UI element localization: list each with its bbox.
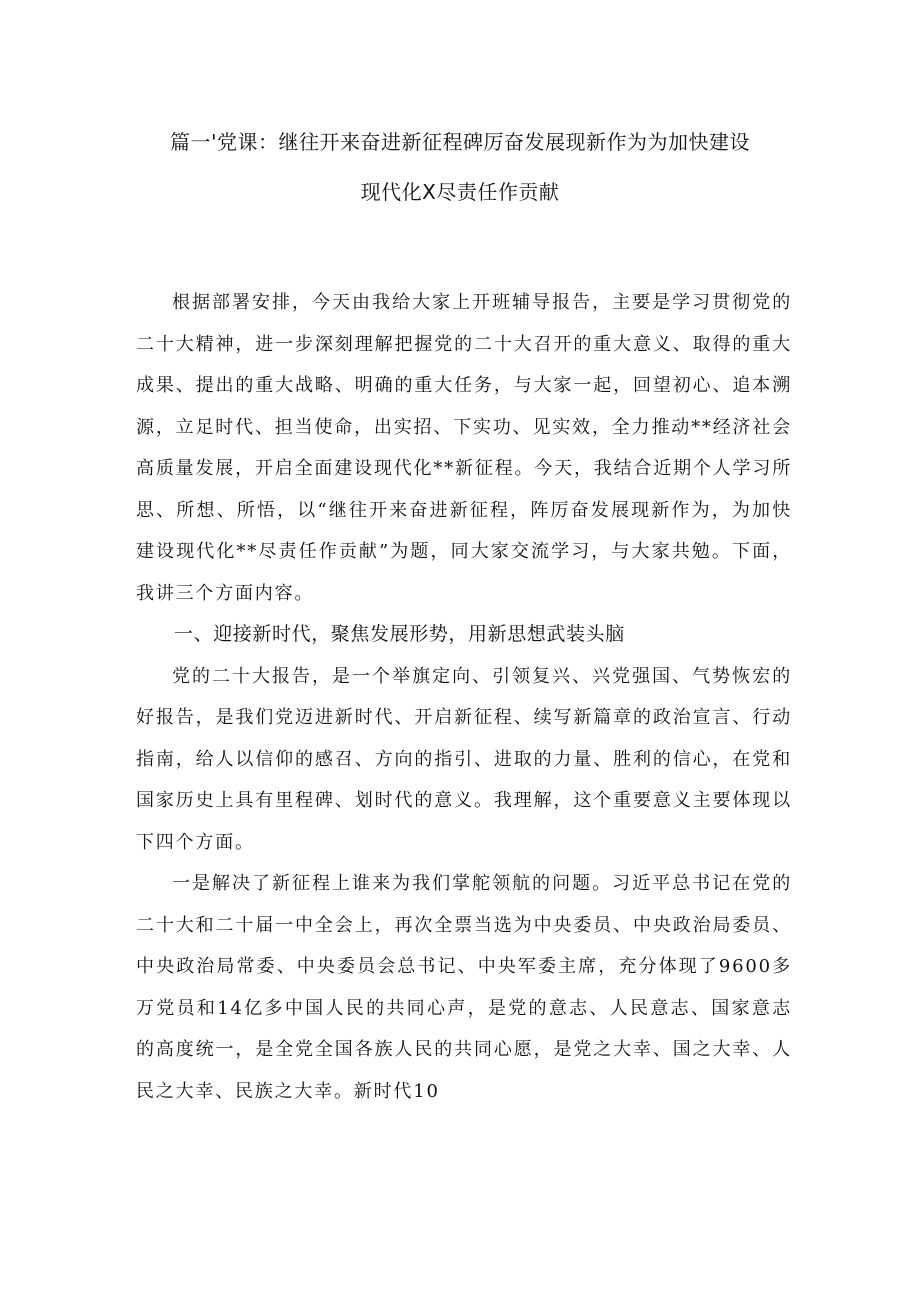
body-paragraph: 一是解决了新征程上谁来为我们掌舵领航的问题。习近平总书记在党的二十大和二十届一中全会上，再次全票当选为中央委员、中央政治局委员、中央政治局常委、中央委员会总书记、中央军委主席，充分体现了9600多万党员和14亿多中国人民的共同心声，是党的意志、人民意志、国家意志的高度统一，是全党全国各族人民的共同心愿，是党之大幸、国之大幸、人民之大幸、民族之大幸。新时代10	[136, 873, 792, 1102]
section-heading: 一、迎接新时代，聚焦发展形势，用新思想武装头脑	[174, 623, 625, 645]
intro-paragraph: 根据部署安排，今天由我给大家上开班辅导报告，主要是学习贯彻党的二十大精神，进一步深刻理解把握党的二十大召开的重大意义、取得的重大成果、提出的重大战略、明确的重大任务，与大家一起，回望初心、追本溯源，立足时代、担当使命，出实招、下实功、见实效，全力推动**经济社会高质量发展，开启全面建设现代化**新征程。今天，我结合近期个人学习所思、所想、所悟，以“继往开来奋进新征程，阵厉奋发展现新作为，为加快建设现代化**尽责任作贡献”为题，同大家交流学习，与大家共勉。下面，我讲三个方面内容。	[136, 292, 792, 604]
document-title-line-1: 篇一'党课：继往开来奋进新征程碑厉奋发展现新作为为加快建设	[170, 130, 750, 154]
document-title-line-2: 现代化X尽责任作贡献	[360, 180, 560, 204]
document-body	[136, 282, 792, 1112]
body-paragraph: 党的二十大报告，是一个举旗定向、引领复兴、兴党强国、气势恢宏的好报告，是我们党迈进新时代、开启新征程、续写新篇章的政治宣言、行动指南，给人以信仰的感召、方向的指引、进取的力量、胜利的信心，在党和国家历史上具有里程碑、划时代的意义。我理解，这个重要意义主要体现以下四个方面。	[136, 665, 792, 853]
